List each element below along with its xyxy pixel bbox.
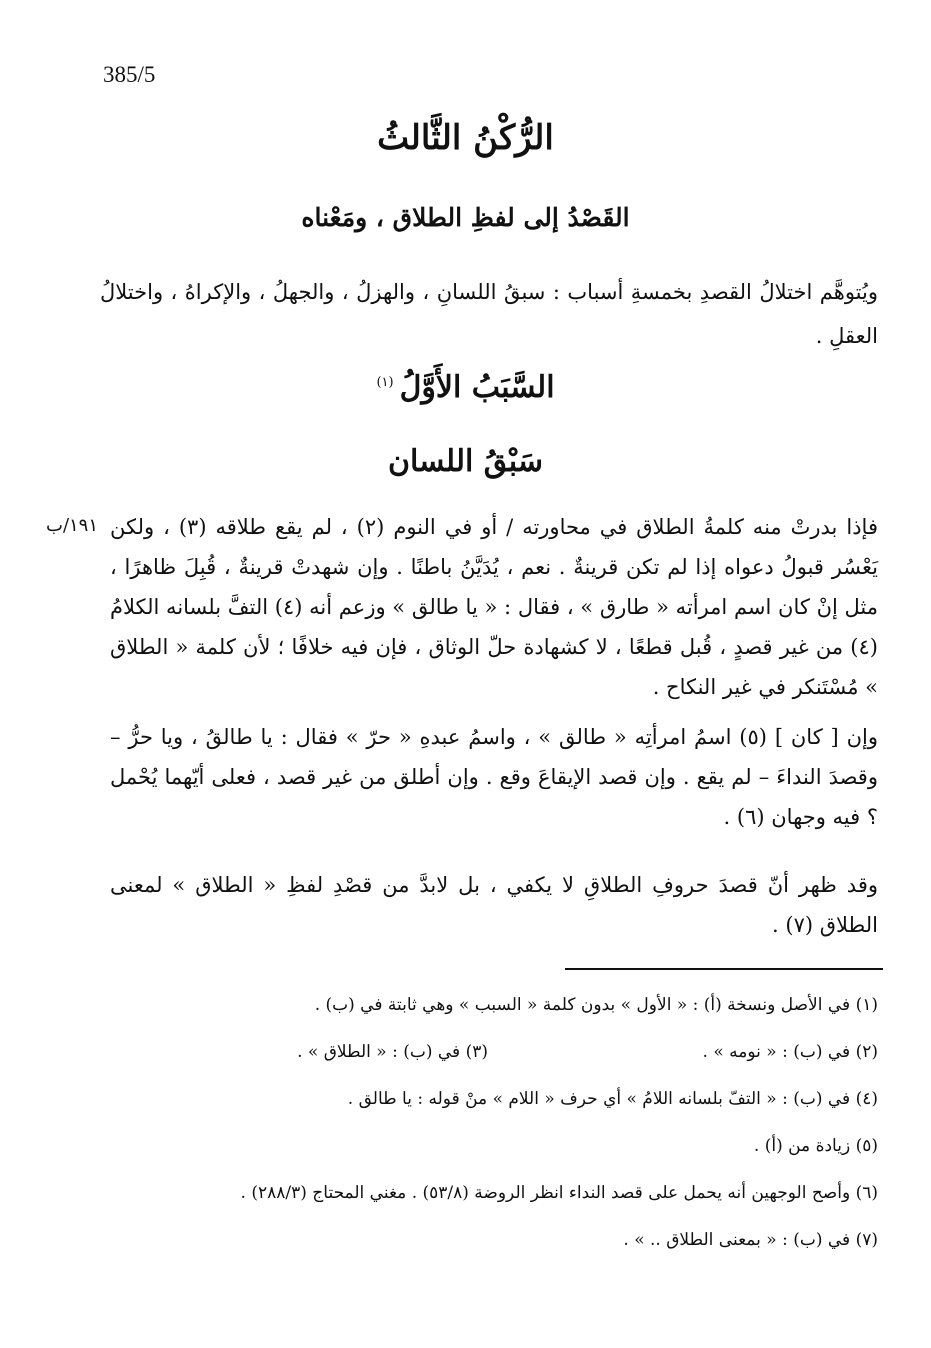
section-heading: [0, 370, 931, 405]
footnote-separator: [565, 968, 883, 970]
footnote-4: (٤) في (ب) : « التفّ بلسانه اللامُ » أي حرف « اللام » منْ قوله : يا طالق .: [347, 1089, 878, 1109]
footnote-6: (٦) وأصح الوجهين أنه يحمل على قصد النداء انظر الروضة (٥٣/٨) . مغني المحتاج (٢٨٨/٣) .: [240, 1183, 878, 1203]
body-paragraph-1: فإذا بدرتْ منه كلمةُ الطلاق في محاورته / أو في النوم (٢) ، لم يقع طلاقه (٣) ، ولكن يَعْسُر قبولُ دعواه إذا لم تكن قرينةٌ . نعم ، يُدَيَّنُ باطنًا . وإن شهدتْ قرينةٌ ، قُبِلَ ظاهرًا ، مثل إنْ كان اسم امرأته « طارق » ، فقال : « يا طالق » وزعم أنه (٤) التفَّ بلسانه الكلامُ (٤) من غير قصدٍ ، قُبل قطعًا ، لا كشهادة حلّ الوثاق ، فإن فيه خلافًا ؛ لأن كلمة « الطلاق » مُسْتَنكر في غير النكاح .: [110, 515, 879, 699]
footnotes: [150, 993, 878, 1275]
intro-paragraph: ويُتوهَّم اختلالُ القصدِ بخمسةِ أسباب : سبقُ اللسانِ ، والهزلُ ، والجهلُ ، والإكراهُ ، واختلالُ العقلِ .: [100, 280, 878, 348]
section-subheading: سَبْقُ اللسان: [388, 444, 543, 479]
footnote-row: [150, 1040, 878, 1065]
body-paragraph-2: وإن [ كان ] (٥) اسمُ امرأتِه « طالق » ، واسمُ عبدهِ « حرّ » فقال : يا طالقُ ، ويا حرُّ – وقصدَ النداءَ – لم يقع . وإن قصد الإيقاعَ وقع . وإن أطلق من غير قصد ، فعلى أيّهما يُحْمل ؟ فيه وجهان (٦) .: [110, 725, 879, 829]
chapter-title: الرُّكْنُ الثَّالثُ: [377, 118, 554, 158]
footnote-marker: (١): [376, 375, 394, 390]
footnote-7: (٧) في (ب) : « بمعنى الطلاق .. » .: [623, 1230, 878, 1250]
body-paragraph-3: وقد ظهر أنّ قصدَ حروفِ الطلاقِ لا يكفي ، بل لابدَّ من قصْدِ لفظِ « الطلاق » لمعنى الطلاق (٧) .: [110, 873, 878, 937]
manuscript-folio-note: ١٩١/ب: [46, 515, 99, 536]
footnote-2: (٢) في (ب) : « نومه » .: [702, 1042, 878, 1062]
footnote-5: (٥) زيادة من (أ) .: [753, 1136, 878, 1156]
chapter-subtitle: القَصْدُ إلى لفظِ الطلاق ، ومَعْناه: [301, 203, 630, 232]
page-number: 385/5: [103, 62, 156, 87]
footnote-3: (٣) في (ب) : « الطلاق » .: [297, 1042, 488, 1062]
section-heading-text: السَّبَبُ الأَوَّلُ: [399, 370, 555, 405]
footnote-1: (١) في الأصل ونسخة (أ) : « الأول » بدون كلمة « السبب » وهي ثابتة في (ب) .: [314, 995, 878, 1015]
